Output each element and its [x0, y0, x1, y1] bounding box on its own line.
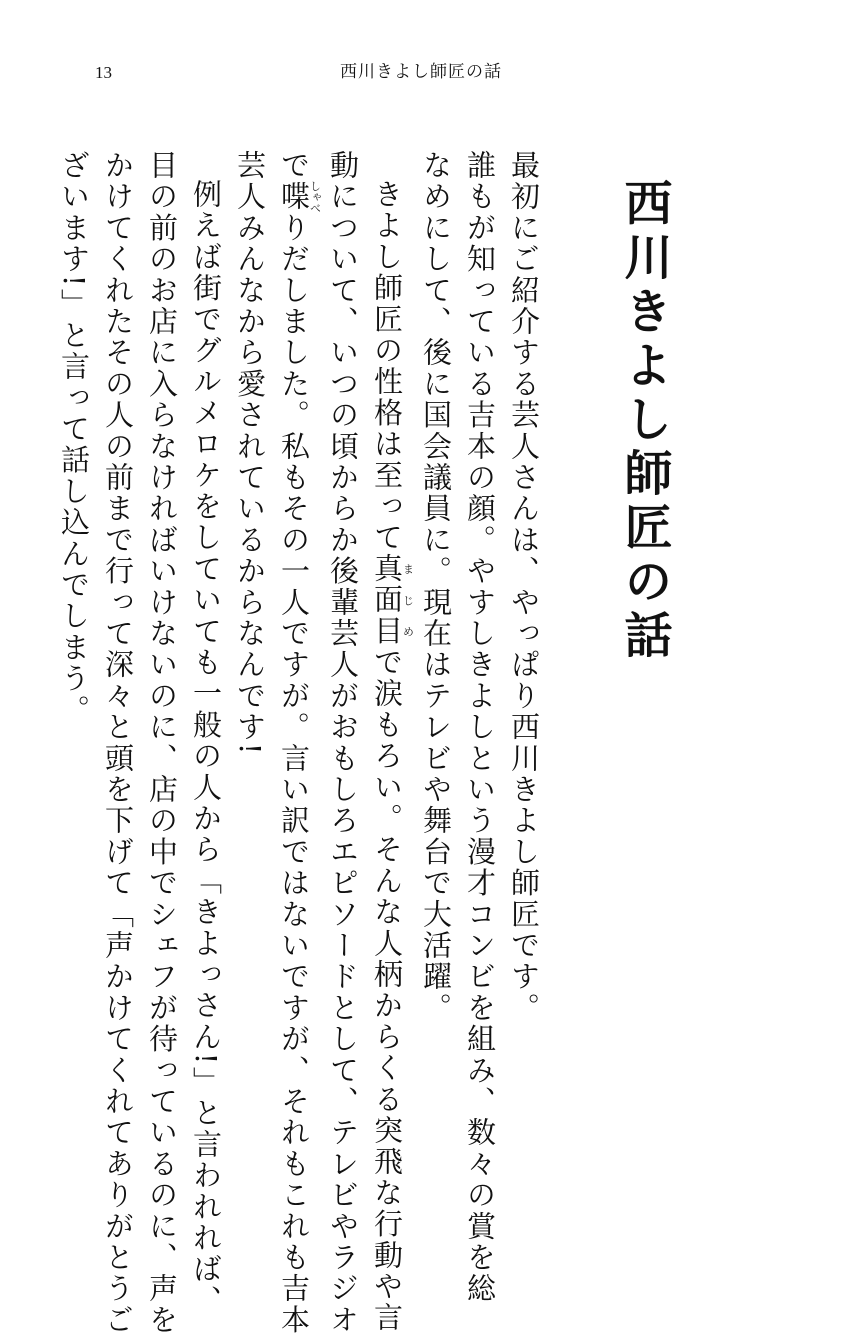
body-column: 動について、いつの頃からか後輩芸人がおもしろエピソードとして、テレビやラジオ	[326, 150, 360, 1336]
chapter-title: 西川きよし師匠の話	[616, 178, 672, 664]
page-number: 13	[95, 63, 112, 82]
body-text-segment: 例えば街でグルメロケをしていても一般の人から「きよっさん!」と言われれば、	[189, 179, 223, 1317]
body-column	[272, 150, 322, 1336]
body-column: ざいます!」と言って話し込んでしまう。	[57, 150, 91, 726]
ruby-reading: しゃべ	[308, 180, 322, 214]
body-text-segment: きよし師匠の性格は至って	[370, 179, 404, 554]
body-text-segment: で涙もろい。そんな人柄からくる突飛な行動や言	[370, 647, 404, 1334]
body-column	[365, 150, 415, 1334]
body-column	[184, 150, 228, 1317]
running-head-title: 西川きよし師匠の話	[340, 62, 502, 82]
body-text-segment: で	[277, 150, 311, 182]
body-column: 目の前のお店に入らなければいけないのに、店の中でシェフが待っているのに、声を	[145, 150, 179, 1336]
ruby-base: 喋	[277, 180, 311, 214]
body-column: なめにして、後に国会議員に。現在はテレビや舞台で大活躍。	[419, 150, 453, 1024]
ruby-reading: まじめ	[401, 553, 415, 647]
body-column: 誰もが知っている吉本の顔。やすしきよしという漫才コンビを組み、数々の賞を総	[463, 150, 497, 1305]
ruby-base: 真面目	[370, 553, 404, 648]
body-column: 最初にご紹介する芸人さんは、やっぱり西川きよし師匠です。	[507, 150, 541, 1024]
body-column: かけてくれたその人の前まで行って深々と頭を下げて「声かけてくれてありがとうご	[101, 150, 135, 1336]
body-text-segment: りだしました。私もその一人ですが。言い訳ではないですが、それもこれも吉本	[277, 212, 311, 1336]
furigana-word	[277, 180, 322, 214]
body-column: 芸人みんなから愛されているからなんです!	[233, 150, 267, 757]
body-text	[57, 150, 546, 1336]
furigana-word	[370, 553, 415, 648]
